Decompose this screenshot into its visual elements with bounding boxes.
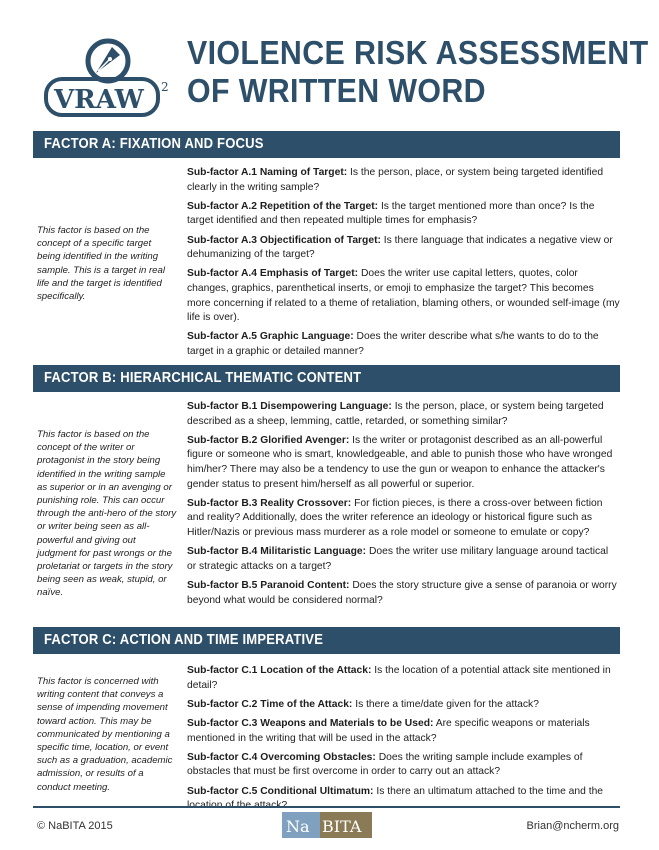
subfactor-text: Is there a time/date given for the attack? [352,698,539,710]
factor-a-heading [33,131,620,158]
subfactor-text: Does the story structure give a sense of paranoia or worry beyond what would be considered normal? [187,579,617,606]
subfactor-label: Sub-factor A.1 Naming of Target: [187,167,348,178]
factor-c-heading [33,627,620,654]
subfactor-label: Sub-factor A.5 Graphic Language: [187,331,354,343]
subfactor-label: Sub-factor C.3 Weapons and Materials to be Used: [187,717,434,729]
factor-c-subfactors [187,664,620,818]
title-line-2: OF WRITTEN WORD [187,72,486,109]
subfactor-label: Sub-factor A.3 Objectification of Target: [187,234,381,246]
factor-b-heading [33,365,620,392]
subfactor-a1 [187,166,620,195]
subfactor-label: Sub-factor B.4 Militaristic Language: [187,546,367,558]
factor-b-heading-text: FACTOR B: HIERARCHICAL THEMATIC CONTENT [44,370,362,386]
page-title [187,34,647,110]
subfactor-text: Is the location of a potential attack site mentioned in detail? [187,665,611,691]
logo-text: VRAW [54,85,144,115]
subfactor-a2 [187,200,620,229]
subfactor-a3 [187,234,620,263]
nabita-logo-left: Na [286,817,310,836]
footer-rule [33,806,620,808]
subfactor-a4 [187,267,620,325]
subfactor-b5 [187,579,620,608]
subfactor-text: Does the writer use military language around tactical or strategic attacks on a target? [187,546,609,572]
subfactor-label: Sub-factor C.5 Conditional Ultimatum: [187,785,374,797]
subfactor-text: Is the person, place, or system being targeted identified clearly in the writing sample? [187,167,604,193]
subfactor-label: Sub-factor C.1 Location of the Attack: [187,665,372,676]
subfactor-b3 [187,497,620,541]
subfactor-label: Sub-factor C.2 Time of the Attack: [187,698,353,710]
subfactor-label: Sub-factor A.2 Repetition of the Target: [187,200,379,212]
subfactor-label: Sub-factor A.4 Emphasis of Target: [187,268,359,280]
factor-a-description: This factor is based on the concept of a specific target being identified in the writing sample. This is a target in real life and the target is identified specifically. [37,225,165,303]
factor-c-heading-text: FACTOR C: ACTION AND TIME IMPERATIVE [44,632,324,648]
subfactor-label: Sub-factor B.3 Reality Crossover: [187,497,352,509]
subfactor-a5 [187,330,620,359]
subfactor-b2 [187,434,620,492]
nabita-logo-right: BITA [322,817,362,836]
nabita-logo [282,812,372,838]
subfactor-text: Is there language that indicates a negative view or dehumanizing of the target? [187,234,613,261]
subfactor-label: Sub-factor B.1 Disempowering Language: [187,401,392,412]
subfactor-text: For fiction pieces, is there a cross-over between fiction and reality? Additionally, does the writer reference an ideology or historical figure such as Hitler/Nazis or previous mass murderer as a role model or someone to emulate or copy? [187,497,603,538]
vraw-logo [40,33,175,121]
footer-copyright: © NaBITA 2015 [37,820,113,832]
factor-b-description: This factor is based on the concept of the writer or protagonist in the story being identified in the writing sample as superior or in an avenging or punishing role. This can occur through the anti-hero of the story or writer being seen as all-powerful and giving out judgment for past wrongs or the proletariat or targets in the story being seen as weak, stupid, or naïve. [37,429,177,599]
subfactor-c1 [187,664,620,693]
subfactor-text: Is the writer or protagonist described as an all-powerful figure or someone who is smart, knowledgeable, and able to punish those who have wronged him/her? There may also be a tendency to use the gun or weapon to enhance the attacker's gender status to present him/herself as all powerful or superior. [187,434,613,490]
subfactor-label: Sub-factor C.4 Overcoming Obstacles: [187,751,376,763]
subfactor-c2 [187,698,620,713]
subfactor-text: Is there an ultimatum attached to the time and the [376,785,604,797]
subfactor-text: Is the person, place, or system being targeted described as a sheep, lemming, cattle, retarded, or something similar? [187,401,604,427]
factor-a-subfactors [187,166,620,364]
factor-a-heading-text: FACTOR A: FIXATION AND FOCUS [44,136,264,152]
subfactor-c5 [187,785,620,814]
subfactor-c3 [187,717,620,746]
factor-c-description: This factor is concerned with writing content that conveys a sense of impending movement toward action. This may be communicated by mentioning a specific time, location, or event such as a graduation, academic admission, or results of a conduct meeting. [37,676,173,793]
subfactor-c4 [187,751,620,780]
subfactor-b1 [187,400,620,429]
factor-b-subfactors [187,400,620,613]
subfactor-label: Sub-factor B.2 Glorified Avenger: [187,434,350,446]
subfactor-text: Does the writing sample include examples of obstacles that must be first overcome in order to carry out an attack? [187,751,583,778]
footer-email[interactable]: Brian@ncherm.org [526,820,619,832]
subfactor-text: Are specific weapons or materials mentioned in the writing that will be used in the attack? [187,717,590,744]
title-line-1: VIOLENCE RISK ASSESSMENT [187,34,649,71]
logo-superscript: 2 [161,80,169,94]
subfactor-label: Sub-factor B.5 Paranoid Content: [187,579,350,591]
page-header [0,0,659,128]
subfactor-text: Is the target mentioned more than once? Is the target identified and then repeated multiple times for emphasis? [187,200,595,227]
subfactor-text: Does the writer describe what s/he wants to do to the target in a graphic or detailed manner? [187,331,599,357]
subfactor-b4 [187,545,620,574]
subfactor-text: Does the writer use capital letters, quotes, color changes, graphics, parenthetical inserts, or emoji to emphasize the target? This becomes more concerning if related to a theme of retaliation, blaming others, or wounded self-image (my life is over). [187,268,620,324]
